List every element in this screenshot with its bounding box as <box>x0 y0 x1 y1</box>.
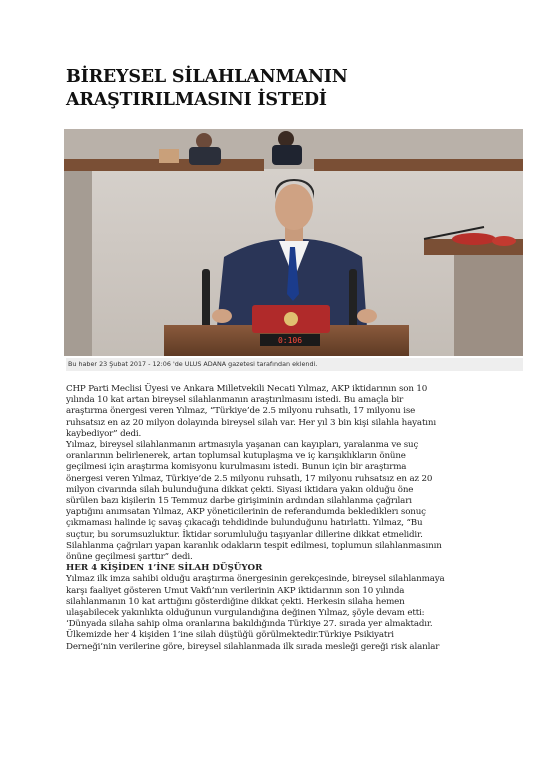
title-line: BİREYSEL SİLAHLANMANIN <box>66 67 348 87</box>
text-line: sürülen bazı kişilerin 15 Temmuz darbe girişiminin ardından silahlanma çağrıları <box>66 496 412 507</box>
article-body <box>66 384 526 653</box>
text-line: çıkmaması halinde iç savaş çıkacağı tehdidinde bulunduğunu hatırlattı. Yılmaz, “Bu <box>66 518 423 529</box>
text-line: ‘Dünyada silaha sahip olma oranlarına bakıldığında Türkiye 27. sırada yer almaktadır. <box>66 619 433 630</box>
text-line: Ülkemizde her 4 kişiden 1’ine silah düştüğü görülmektedir.Türkiye Psikiyatri <box>66 630 394 641</box>
text-line: ruhsatsız en az 20 milyon dolayında bireysel silah var. Her yıl 3 bin kişi silahla hayatını <box>66 417 436 428</box>
text-line: önergesi veren Yılmaz, Türkiye’de 2.5 milyonu ruhsatlı, 17 milyonu ruhsatsız en az 20 <box>66 473 433 484</box>
text-line: kaybediyor” dedi. <box>66 428 142 439</box>
text-line: suçtur, bu sorumsuzluktur. İktidar sorumluluğu taşıyanlar dillerine dikkat etmelidir. <box>66 529 423 540</box>
photo-caption: Bu haber 23 Şubat 2017 - 12:06 'de ULUS ADANA gazetesi tarafından eklendi. <box>66 358 523 371</box>
text-line: Yılmaz, bireysel silahlanmanın artmasıyla yaşanan can kayıpları, yaralanma ve suç <box>66 440 419 451</box>
podium-timer-display: 0:106 <box>277 336 303 345</box>
text-line: yılında 10 kat artan bireysel silahlanmanın araştırılmasını istedi. Bu amaçla bir <box>66 395 404 406</box>
text-line: Derneği’nin verilerine göre, bireysel silahlanmada ilk sırada mesleği gereği risk alanlar <box>66 641 440 652</box>
text-line: karşı faaliyet gösteren Umut Vakfı’nın verilerinin AKP iktidarının son 10 yılında <box>66 585 405 596</box>
text-line: önüne geçilmesi şarttır” dedi. <box>66 552 193 563</box>
paragraph-1 <box>66 384 526 440</box>
paragraph-3 <box>66 574 526 652</box>
speaker-at-podium-image <box>64 129 523 356</box>
text-line: ulaşabilecek yakınlıkta olduğunun vurgulandığına değinen Yılmaz, şöyle devam etti: <box>66 608 425 619</box>
article-title <box>66 66 486 112</box>
text-line: CHP Parti Meclisi Üyesi ve Ankara Milletvekili Necati Yılmaz, AKP iktidarının son 10 <box>66 384 428 394</box>
text-line: Yılmaz ilk imza sahibi olduğu araştırma önergesinin gerekçesinde, bireysel silahlanmaya <box>66 574 445 585</box>
text-line: araştırma önergesi veren Yılmaz, “Türkiye’de 2.5 milyonu ruhsatlı, 17 milyonu ise <box>66 406 416 417</box>
section-heading: HER 4 KİŞİDEN 1’İNE SİLAH DÜŞÜYOR <box>66 563 263 574</box>
text-line: Silahlanma çağrıları yapan karanlık odakların tespit edilmesi, toplumun silahlanmasının <box>66 540 442 551</box>
paragraph-2 <box>66 440 526 563</box>
text-line: oranlarının belirlenerek, artan toplumsal kutuplaşma ve iç karışıklıkların önüne <box>66 451 406 462</box>
title-line: ARAŞTIRILMASINI İSTEDİ <box>66 90 327 110</box>
text-line: geçilmesi için araştırma komisyonu kurulmasını istedi. Bunun için bir araştırma <box>66 462 407 473</box>
text-line: silahlanmanın 10 kat arttığını gösterdiğine dikkat çekti. Herkesin silaha hemen <box>66 596 405 607</box>
article-photo <box>64 129 523 356</box>
text-line: milyon civarında silah bulunduğuna dikkat çekti. Siyasi iktidara yakın olduğu öne <box>66 484 414 495</box>
text-line: yaptığını anımsatan Yılmaz, AKP yöneticilerinin de referandumda beklediklerı sonuç <box>66 507 426 518</box>
